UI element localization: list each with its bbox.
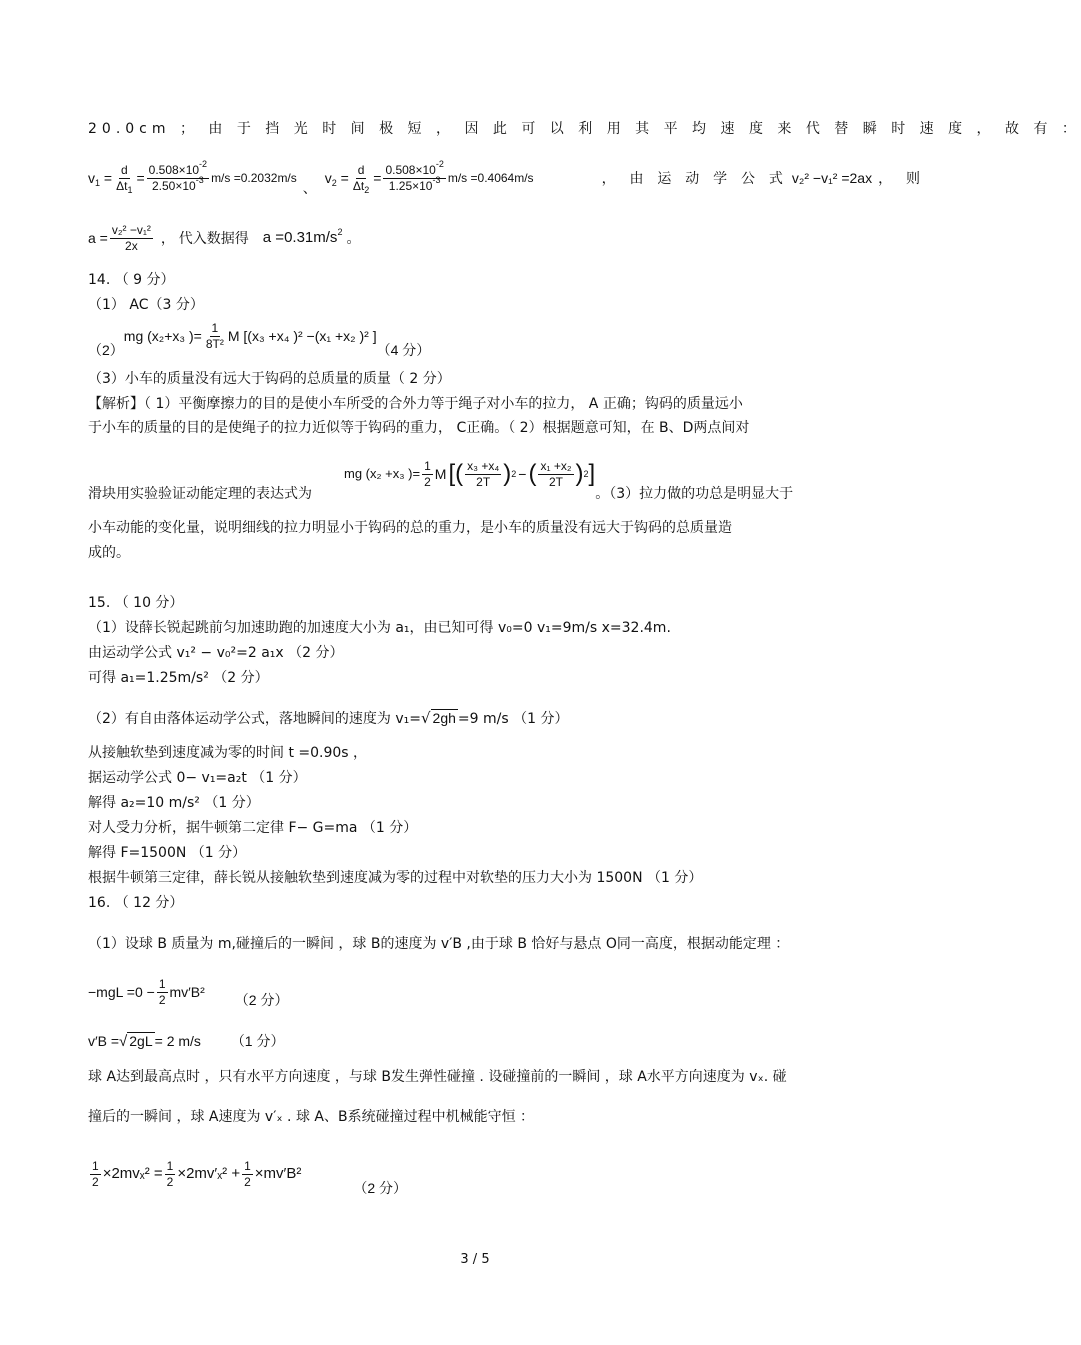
acceleration-result: $a =0.31m/s^2$ (262, 227, 343, 246)
q14-title: 14. （ 9 分） (88, 272, 175, 288)
q14-part3: （3）小车的质量没有远大于钩码的总质量的质量（ 2 分） (88, 371, 451, 387)
q14-part2-fraction: $\frac{1}{\text{8T²}}$ (205, 320, 224, 351)
q16-equation-3: $\frac{1}{2}$ ×2mvₓ² = $\frac{1}{2}$ ×2mv′ₓ² + $\frac{1}{2}$ ×mv′B² （2 分） (92, 1158, 408, 1196)
v2-d-over-dt: $\frac{d}{\Delta t_2}$ (352, 162, 370, 195)
v1-label: $v_1$ = (88, 170, 113, 188)
v2-label: $v_2$ = (324, 170, 349, 188)
v1-value-fraction: $\frac{0.508\times 10^{-2}}{2.50\times 10^{-3}}$ (148, 158, 208, 193)
q16-line-3: 撞后的一瞬间 ，球 A速度为 v′ₓ . 球 A、B系统碰撞过程中机械能守恒 ： (88, 1109, 535, 1125)
separator: 、 (302, 180, 317, 196)
q14-part1: （1） AC（3 分） (88, 297, 204, 313)
q15-line-2: 由运动学公式 v₁² − v₀²=2 a₁x （2 分） (88, 645, 344, 661)
page-number: 3 / 5 (460, 1252, 490, 1267)
v1-d-over-dt: $\frac{d}{\Delta t_1}$ (116, 162, 133, 195)
q15-line-5: 从接触软垫到速度减为零的时间 t =0.90s ， (88, 745, 368, 761)
q15-line-1: （1）设薛长锐起跳前匀加速助跑的加速度大小为 a₁，由已知可得 v₀=0 v₁=9m/s x=32.4m. (88, 620, 671, 636)
acceleration-equation: a = $\frac{\text{v₂² −v₁²}}{2x}$ ， 代入数据得 $a =0.31m/s^2$ 。 (88, 222, 361, 253)
q16-equation-2: v′B =√ 2gL = 2 m/s （1 分） (88, 1033, 285, 1050)
q14-analysis-3: 滑块用实验验证动能定理的表达式为 mg (x₂ +x₃ )= $\frac{1}{2}$ M [( $\frac{\text{x₃ +x₄}}{2T}$ ) 2 − ( $\frac{\text{x₁ +x₂}}{2T}$ ) 2 ] 。（3）拉力做的功总是明显大于 (88, 458, 794, 502)
intro-line: 20.0cm ； 由 于 挡 光 时 间 极 短 ， 因 此 可 以 利 用 其 平 均 速 度 来 代 替 瞬 时 速 度 ， 故 有 ： (88, 121, 1081, 137)
q15-title: 15. （ 10 分） (88, 595, 184, 611)
q15-line-7: 解得 a₂=10 m/s² （1 分） (88, 795, 260, 811)
q15-line-4: （2）有自由落体运动学公式，落地瞬间的速度为 v₁=√ 2gh =9 m/s （1 分） (88, 709, 569, 727)
q16-line-1: （1）设球 B 质量为 m,碰撞后的一瞬间 ，球 B的速度为 v′B ,由于球 B 恰好与悬点 O同一高度，根据动能定理 ： (88, 936, 790, 952)
work-energy-equation: mg (x₂ +x₃ )= $\frac{1}{2}$ M [( $\frac{\text{x₃ +x₄}}{2T}$ ) 2 − ( $\frac{\text{x₁ +x₂}}{2T}$ ) 2 ] (344, 458, 596, 489)
q14-analysis-2: 于小车的质量的目的是使绳子的拉力近似等于钩码的重力， C正确。（ 2）根据题意可知，在 B、D两点间对 (88, 420, 750, 436)
q15-line-10: 根据牛顿第三定律，薛长锐从接触软垫到速度减为零的过程中对软垫的压力大小为 1500N （1 分） (88, 870, 703, 886)
q15-line-6: 据运动学公式 0− v₁=a₂t （1 分） (88, 770, 307, 786)
q15-line-3: 可得 a₁=1.25m/s² （2 分） (88, 670, 269, 686)
v2-result: m/s =0.4064m/s (447, 171, 534, 185)
velocity-equations: $v_1$ = $\frac{d}{\Delta t_1}$ = $\frac{0.508\times 10^{-2}}{2.50\times 10^{-3}}$ m/s =0.2032m/s 、 $v_2$ = $\frac{d}{\Delta t_2}$ = $\frac{0.508\times 10^{-2}}{1.25\times 10^{-3}}$ m/s =0.4064m/s ， 由 运 动 学 公 式 v₂² −v₁² =2ax ， 则 (88, 158, 925, 196)
kinematics-formula: v₂² −v₁² =2ax (791, 170, 873, 186)
substitute-text: ， 代入数据得 (160, 230, 249, 246)
then-text: ， 则 (878, 170, 925, 186)
v1-result: m/s =0.2032m/s (211, 171, 297, 185)
q15-line-9: 解得 F=1500N （1 分） (88, 845, 247, 861)
q14-part2: （2） mg (x₂+x₃ )= $\frac{1}{\text{8T²}}$ M [(x₃ +x₄ )² −(x₁ +x₂ )² ] （4 分） (88, 320, 431, 358)
acceleration-fraction: $\frac{\text{v₂² −v₁²}}{2x}$ (111, 222, 151, 253)
q16-title: 16. （ 12 分） (88, 895, 184, 911)
q14-analysis-1: 【解析】（ 1）平衡摩擦力的目的是使小车所受的合外力等于绳子对小车的拉力， A 正确；钩码的质量远小 (88, 396, 743, 412)
kinematics-text: ， 由 运 动 学 公 式 (601, 170, 788, 186)
q14-analysis-5: 成的。 (88, 545, 130, 561)
q14-analysis-4: 小车动能的变化量，说明细线的拉力明显小于钩码的总的重力，是小车的质量没有远大于钩码的总质量造 (88, 520, 732, 536)
q15-line-8: 对人受力分析，据牛顿第二定律 F− G=ma （1 分） (88, 820, 418, 836)
v2-value-fraction: $\frac{0.508\times 10^{-2}}{1.25\times 10^{-3}}$ (385, 158, 444, 193)
q16-equation-1: −mgL =0 − $\frac{1}{2}$ mv′B² （2 分） (88, 976, 289, 1008)
q16-line-2: 球 A达到最高点时 ，只有水平方向速度 ，与球 B发生弹性碰撞 . 设碰撞前的一瞬间 ，球 A水平方向速度为 vₓ. 碰 (88, 1069, 787, 1085)
